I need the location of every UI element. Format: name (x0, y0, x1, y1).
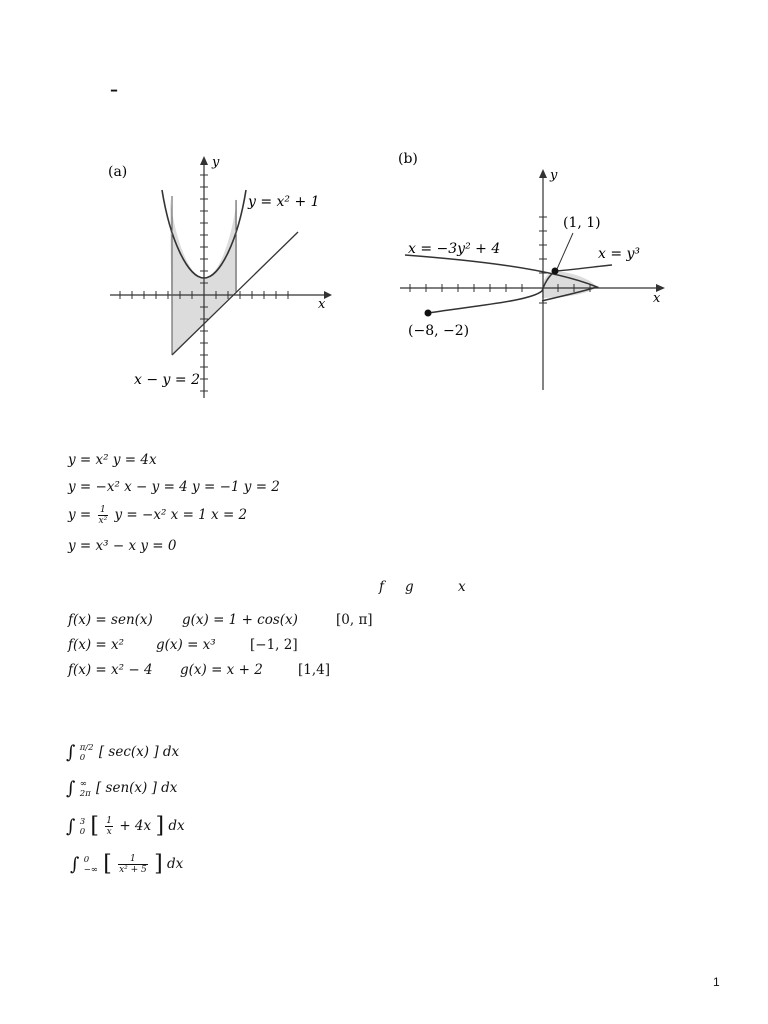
integral-3-lower: 0 (79, 826, 86, 837)
right-bracket: ] (155, 813, 165, 839)
fg-problem-2-interval: [−1, 2] (250, 637, 298, 653)
integral-sign: ∫ (66, 742, 76, 763)
integral-4-limits (84, 855, 98, 875)
integral-3-fraction (105, 816, 113, 837)
graph-b-point-1-pointer (557, 233, 573, 269)
integral-1-upper: π/2 (79, 742, 94, 753)
area-problem-4: y = x³ − x y = 0 (68, 538, 177, 554)
integral-4-upper: 0 (83, 854, 90, 865)
graph-b-x-label: x (653, 291, 661, 306)
integral-1-body: [ sec(x) ] dx (98, 744, 180, 760)
fraction-numerator: 1 (118, 854, 148, 865)
graph-b-point-label-1: (1, 1) (563, 215, 601, 231)
integral-4 (70, 851, 184, 877)
area-problem-2: y = −x² x − y = 4 y = −1 y = 2 (68, 479, 280, 495)
integral-sign: ∫ (66, 816, 76, 837)
graph-b-point-label-2: (−8, −2) (408, 323, 470, 339)
fg-problem-3-f: f(x) = x² − 4 (68, 662, 153, 678)
graph-b-curve-label-2: x = y³ (598, 246, 641, 262)
fraction-numerator: 1 (106, 816, 113, 826)
integral-sign: ∫ (66, 778, 76, 799)
left-bracket: [ (90, 813, 99, 839)
fg-problem-1-g: g(x) = 1 + cos(x) (182, 612, 298, 628)
area-problem-1: y = x² y = 4x (68, 452, 157, 468)
page-number: 1 (713, 975, 720, 989)
graph-b-curve-label-1: x = −3y² + 4 (408, 241, 501, 257)
left-bracket: [ (103, 851, 112, 877)
area-problem-3 (68, 505, 247, 526)
fraction-denominator: x² + 5 (119, 865, 147, 875)
fg-problem-1-f: f(x) = sen(x) (68, 612, 153, 628)
fraction-numerator: 1 (98, 505, 109, 516)
integral-1-limits (80, 743, 94, 763)
fg-problem-3-g: g(x) = x + 2 (180, 662, 263, 678)
integral-2 (66, 778, 177, 799)
integral-3-upper: 3 (79, 816, 86, 827)
graph-a-curve-label: y = x² + 1 (248, 194, 320, 210)
integral-2-body: [ sen(x) ] dx (95, 780, 178, 796)
integral-2-upper: ∞ (79, 778, 87, 789)
integral-3 (66, 813, 185, 839)
graph-b-y-label: y (550, 168, 558, 183)
area-problem-3-prefix: y = (68, 507, 92, 523)
fraction-denominator: x (106, 827, 112, 837)
graph-a-line-label: x − y = 2 (134, 372, 200, 388)
graph-b-y-arrow (539, 169, 547, 178)
integral-2-lower: 2π (79, 788, 91, 799)
fg-problem-2-f: f(x) = x² (68, 637, 125, 653)
graph-a-label: (a) (108, 164, 128, 180)
fg-header-g: g (405, 579, 414, 595)
integral-1 (66, 742, 179, 763)
area-problem-3-rest: y = −x² x = 1 x = 2 (114, 507, 248, 523)
header-dash: – (110, 80, 118, 99)
fg-header-x: x (458, 579, 466, 595)
fg-problem-3-interval: [1,4] (298, 662, 331, 678)
integral-4-fraction (118, 854, 148, 875)
fraction-denominator: x² (98, 516, 108, 526)
fg-problem-1-interval: [0, π] (336, 612, 373, 628)
graph-a (100, 150, 350, 400)
right-bracket: ] (154, 851, 163, 877)
integral-4-lower: −∞ (83, 864, 98, 875)
graph-b-parabola (405, 255, 597, 301)
area-problem-3-fraction (98, 505, 109, 526)
graph-b (390, 145, 675, 395)
integral-3-limits (80, 817, 85, 837)
fg-header-f: f (379, 579, 384, 595)
integral-2-limits (80, 779, 91, 799)
integral-3-dx: dx (168, 818, 185, 834)
graph-b-label: (b) (398, 151, 418, 167)
integral-sign: ∫ (70, 854, 80, 875)
graph-b-point-2 (425, 310, 432, 317)
fg-problem-2-g: g(x) = x³ (156, 637, 216, 653)
integral-1-lower: 0 (79, 752, 86, 763)
graph-a-x-label: x (318, 297, 326, 312)
graph-a-y-label: y (212, 155, 220, 170)
graph-a-y-arrow (200, 156, 208, 165)
integral-4-dx: dx (166, 856, 184, 872)
integral-3-tail: + 4x (119, 818, 152, 834)
